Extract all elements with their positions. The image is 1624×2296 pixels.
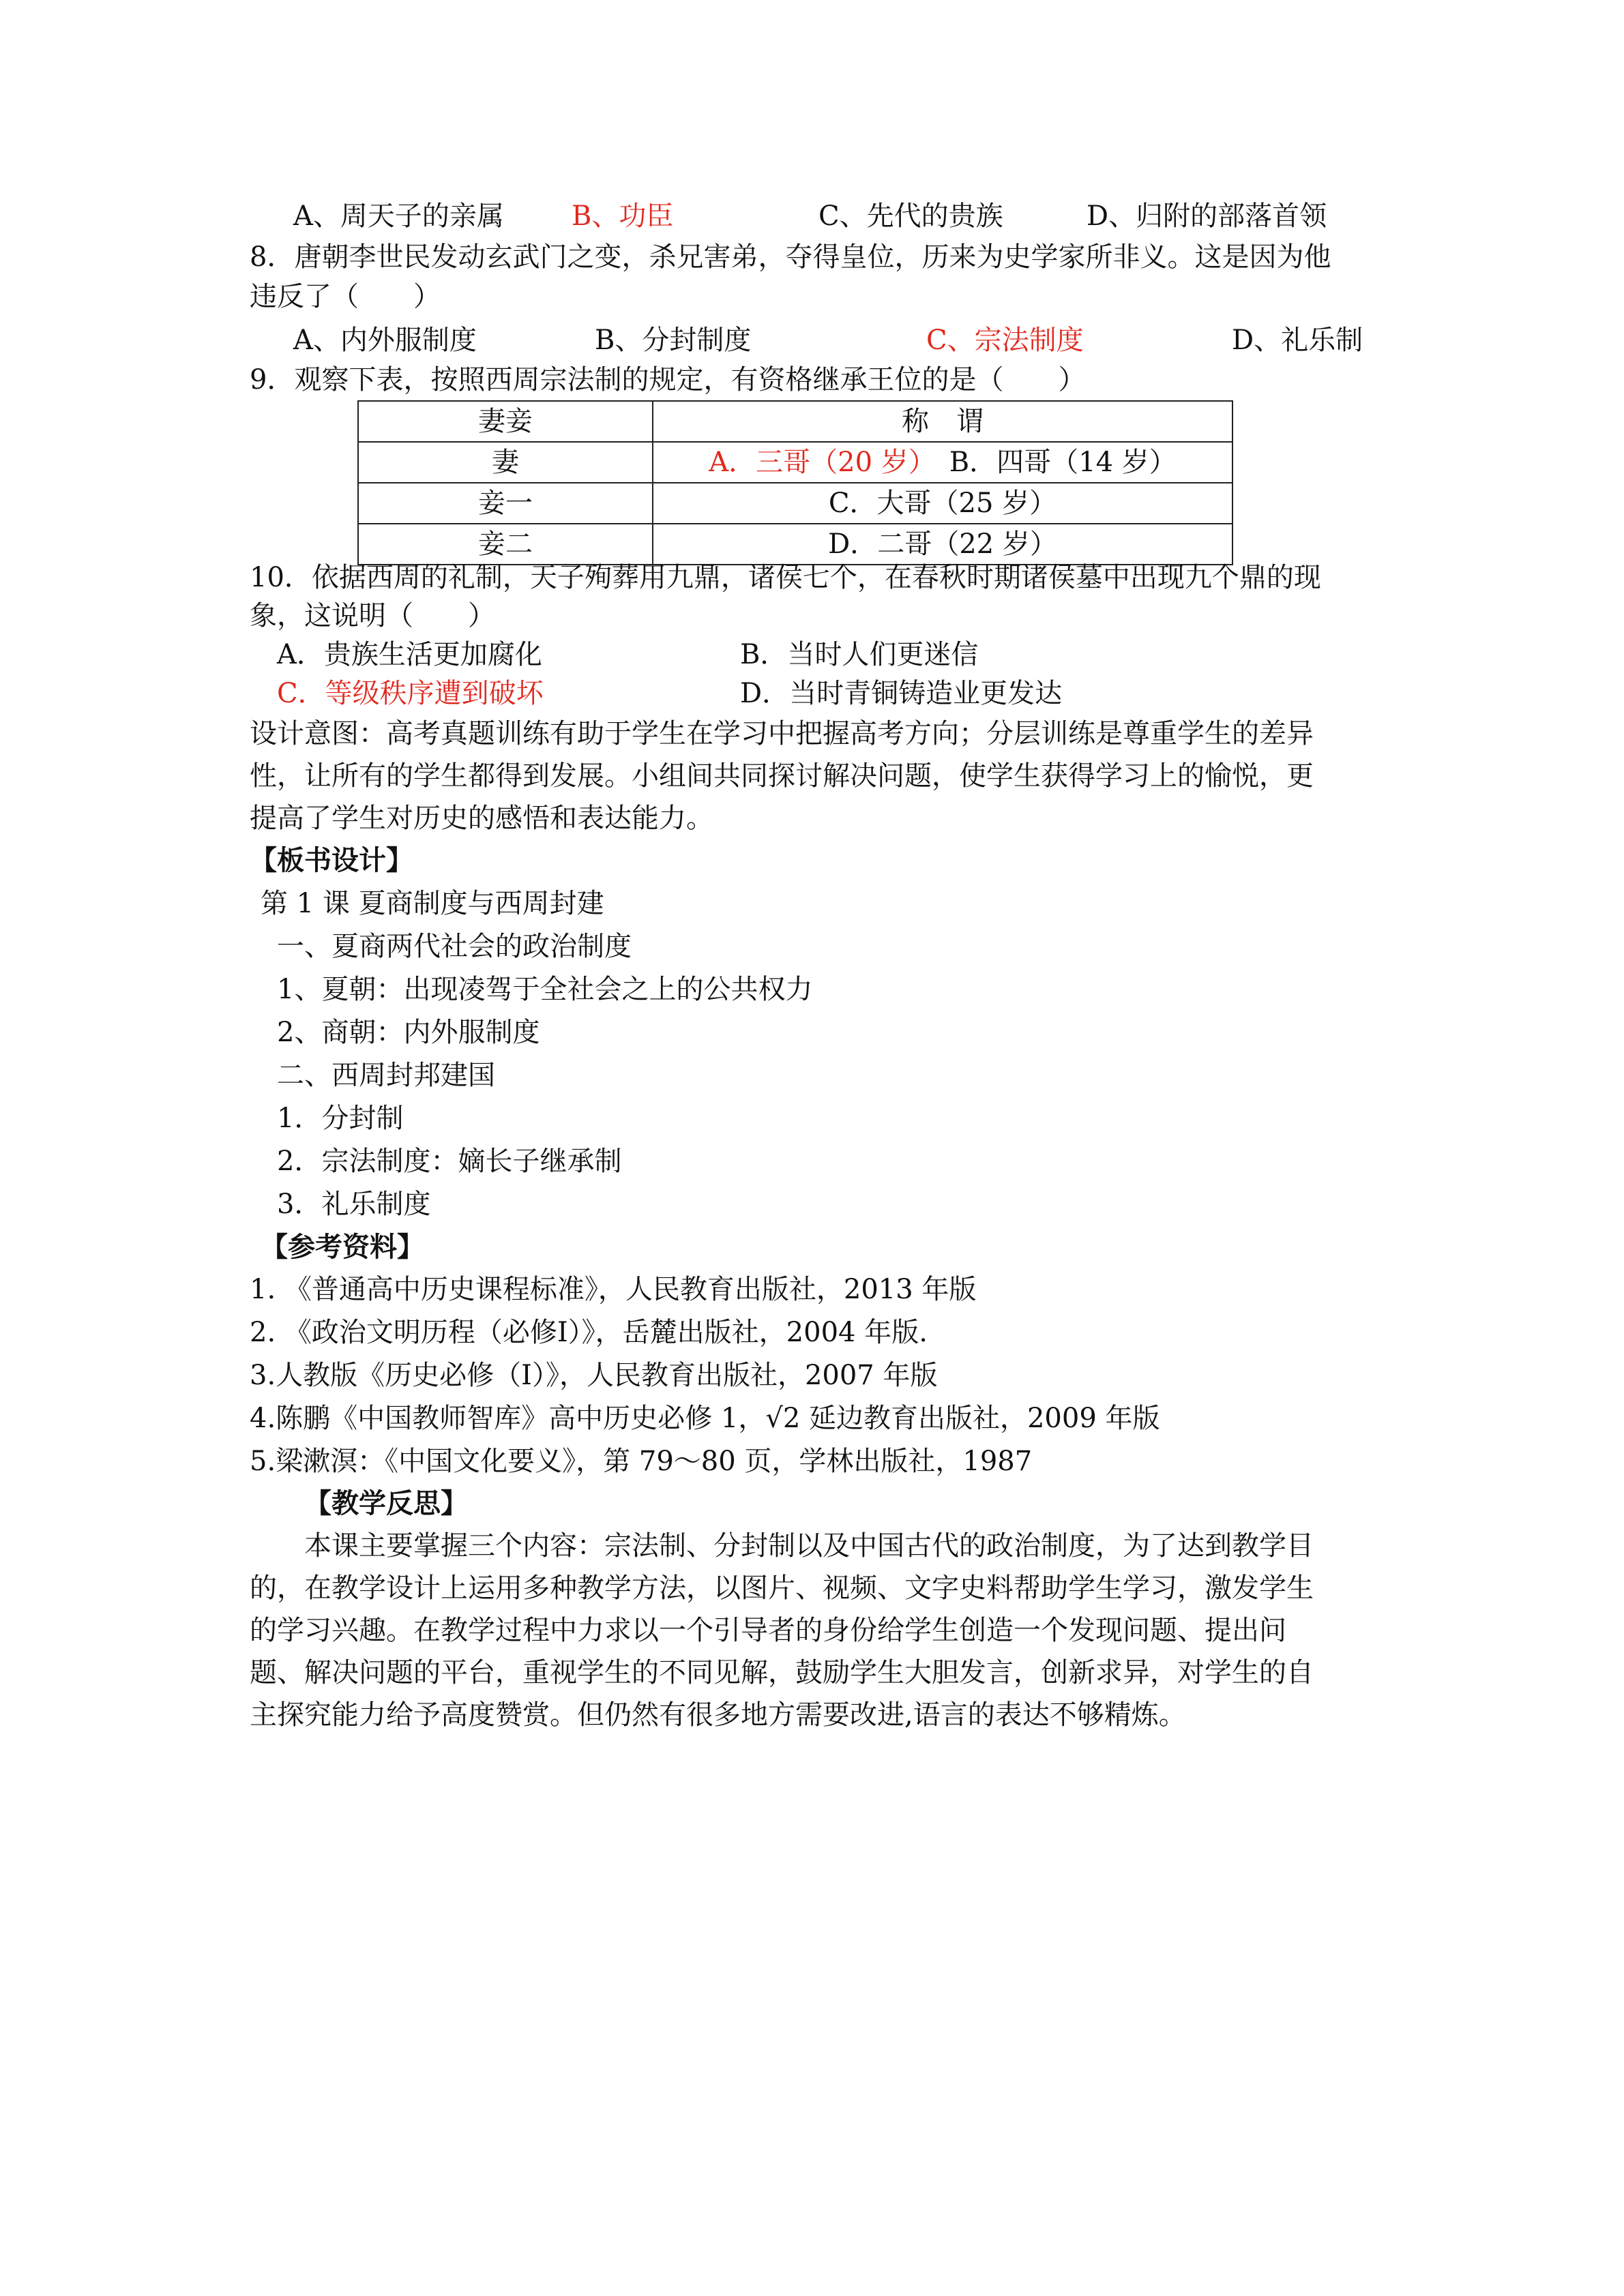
design-intent-line3: 提高了学生对历史的感悟和表达能力。: [250, 803, 713, 834]
table-cell-wife: 妾一: [358, 483, 653, 524]
q10-option-b: B．当时人们更迷信: [740, 639, 979, 670]
table-cell-options: D．二哥（22 岁）: [653, 524, 1232, 565]
board-line-liyue: 3．礼乐制度: [277, 1189, 431, 1220]
board-design-heading: 【板书设计】: [250, 844, 413, 876]
table-row: [358, 442, 1232, 483]
reflection-line1: 本课主要掌握三个内容：宗法制、分封制以及中国古代的政治制度，为了达到教学目: [304, 1530, 1314, 1562]
q8-option-c: C、宗法制度: [926, 325, 1084, 356]
q8-stem-line1: 8．唐朝李世民发动玄武门之变，杀兄害弟，夺得皇位，历来为史学家所非义。这是因为他: [250, 241, 1331, 273]
q9-stem: 9．观察下表，按照西周宗法制的规定，有资格继承王位的是（ ）: [250, 364, 1086, 396]
q8-option-a: A、内外服制度: [293, 325, 477, 356]
reference-item: 5.梁漱溟：《中国文化要义》，第 79～80 页，学林出版社，1987: [250, 1446, 1033, 1477]
reflection-line3: 的学习兴趣。在教学过程中力求以一个引导者的身份给学生创造一个发现问题、提出问: [250, 1615, 1286, 1646]
board-line-shang: 2、商朝：内外服制度: [277, 1017, 540, 1048]
table-cell-options: C．大哥（25 岁）: [653, 483, 1232, 524]
q8-option-d: D、礼乐制: [1232, 325, 1363, 356]
design-intent-line1: 设计意图：高考真题训练有助于学生在学习中把握高考方向；分层训练是尊重学生的差异: [250, 718, 1314, 749]
q10-option-a: A．贵族生活更加腐化: [277, 639, 542, 670]
q8-stem-line2: 违反了（ ）: [250, 281, 441, 312]
reference-item: 3.人教版《历史必修（Ⅰ）》，人民教育出版社，2007 年版: [250, 1360, 938, 1391]
answer-option-a: A．三哥（20 岁）: [709, 447, 922, 478]
design-intent-line2: 性，让所有的学生都得到发展。小组间共同探讨解决问题，使学生获得学习上的愉悦，更: [250, 760, 1314, 792]
board-line-zongfa: 2．宗法制度：嫡长子继承制: [277, 1146, 622, 1177]
q7-option-d: D、归附的部落首领: [1087, 200, 1327, 232]
q7-option-a: A、周天子的亲属: [293, 200, 504, 232]
references-heading: 【参考资料】: [261, 1231, 424, 1263]
table-cell-wife: 妻: [358, 442, 653, 483]
q10-option-d: D．当时青铜铸造业更发达: [740, 678, 1063, 709]
reference-item: 4.陈鹏《中国教师智库》高中历史必修 1，√2 延边教育出版社，2009 年版: [250, 1403, 1160, 1434]
table-row: [358, 524, 1232, 565]
board-line-fengjian: 1．分封制: [277, 1103, 404, 1134]
table-header-title: 称 谓: [653, 401, 1232, 442]
board-line-section2: 二、西周封邦建国: [277, 1060, 495, 1091]
reflection-line2: 的，在教学设计上运用多种教学方法，以图片、视频、文字史料帮助学生学习，激发学生: [250, 1572, 1314, 1604]
reflection-heading: 【教学反思】: [304, 1487, 468, 1519]
reflection-line5: 主探究能力给予高度赞赏。但仍然有很多地方需要改进,语言的表达不够精炼。: [250, 1699, 1186, 1731]
q10-stem-line1: 10．依据西周的礼制，天子殉葬用九鼎，诸侯七个，在春秋时期诸侯墓中出现九个鼎的现: [250, 562, 1321, 593]
board-line-xia: 1、夏朝：出现凌驾于全社会之上的公共权力: [277, 974, 813, 1005]
reference-item: 1. 《普通高中历史课程标准》，人民教育出版社，2013 年版: [250, 1274, 977, 1305]
q10-stem-line2: 象，这说明（ ）: [250, 600, 495, 631]
option-b: B．四哥（14 岁）: [921, 447, 1177, 478]
q10-option-c: C．等级秩序遭到破坏: [277, 678, 544, 709]
q8-option-b: B、分封制度: [595, 325, 752, 356]
q9-table: [357, 400, 1233, 565]
board-line-lesson: 第 1 课 夏商制度与西周封建: [261, 888, 604, 919]
board-line-section1: 一、夏商两代社会的政治制度: [277, 931, 632, 962]
table-row: [358, 483, 1232, 524]
table-cell-wife: 妾二: [358, 524, 653, 565]
reflection-line4: 题、解决问题的平台，重视学生的不同见解，鼓励学生大胆发言，创新求异，对学生的自: [250, 1657, 1314, 1688]
table-header-wife: 妻妾: [358, 401, 653, 442]
q7-option-b: B、功臣: [572, 200, 674, 232]
table-cell-options: [653, 442, 1232, 483]
q7-option-c: C、先代的贵族: [818, 200, 1003, 232]
reference-item: 2. 《政治文明历程（必修Ⅰ）》，岳麓出版社，2004 年版.: [250, 1317, 928, 1348]
table-header-row: [358, 401, 1232, 442]
